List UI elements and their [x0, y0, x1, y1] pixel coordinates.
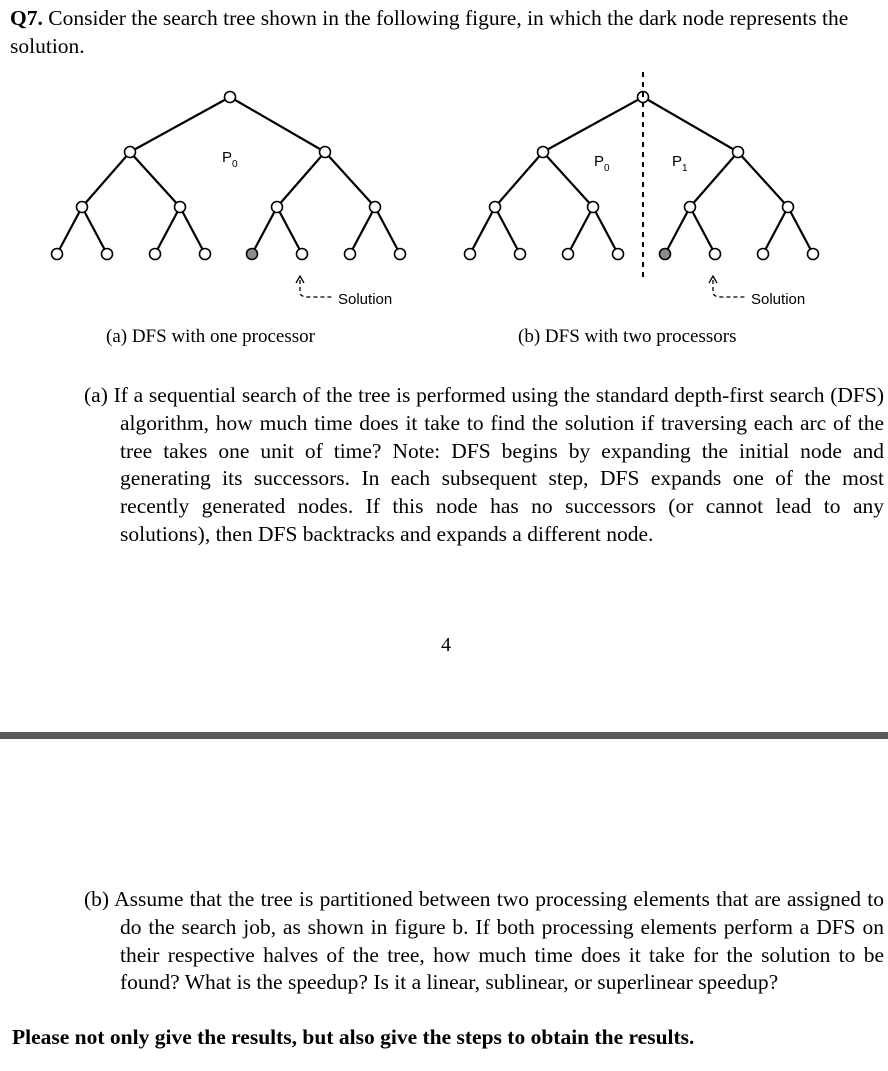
- search-tree-figure: [0, 60, 888, 360]
- solution-label-b: Solution: [751, 291, 806, 308]
- tree-a-node: [345, 249, 356, 260]
- tree-b-node: [685, 202, 696, 213]
- tree-b-node: [783, 202, 794, 213]
- tree-a-node: [320, 147, 331, 158]
- question-text: Consider the search tree shown in the following figure, in which the dark node represents the solution.: [10, 6, 849, 58]
- tree-b-edge: [788, 207, 813, 254]
- tree-a-edge: [277, 207, 302, 254]
- part-a-question: (a) If a sequential search of the tree is performed using the standard depth-first search (DFS) algorithm, how much time does it take to find the solution if traversing each arc of the tree takes one unit of time? Note: DFS begins by expanding the initial node and generating its successors. In each subsequent step, DFS expands one of the most recently generated nodes. If this node has no successors (or cannot lead to any solutions), then DFS backtracks and expands a different node.: [84, 383, 884, 546]
- tree-b-node: [733, 147, 744, 158]
- tree-a: [52, 92, 406, 260]
- tree-a-edge: [130, 152, 180, 207]
- tree-a-node: [102, 249, 113, 260]
- tree-b-node: [613, 249, 624, 260]
- solution-arrow-b: [713, 280, 747, 297]
- tree-b: [465, 92, 819, 260]
- caption-b: (b) DFS with two processors: [518, 326, 737, 347]
- tree-b-edge: [495, 207, 520, 254]
- tree-b-edge: [543, 152, 593, 207]
- part-b-question: (b) Assume that the tree is partitioned between two processing elements that are assigned to do the search job, as shown in figure b. If both processing elements perform a DFS on their respective halves of the tree, how much time does it take for the solution to be found? What is the speedup? Is it a linear, sublinear, or superlinear speedup?: [84, 887, 884, 995]
- tree-a-edge: [375, 207, 400, 254]
- tree-a-edge: [277, 152, 325, 207]
- tree-b-edge: [690, 152, 738, 207]
- tree-a-node: [77, 202, 88, 213]
- tree-a-edge: [130, 97, 230, 152]
- tree-b-edge: [665, 207, 690, 254]
- question-number: Q7.: [10, 6, 43, 30]
- tree-a-node: [52, 249, 63, 260]
- tree-a-node: [125, 147, 136, 158]
- tree-a-node: [150, 249, 161, 260]
- tree-b-node: [538, 147, 549, 158]
- tree-b-node: [490, 202, 501, 213]
- tree-b-edge: [763, 207, 788, 254]
- tree-a-edge: [180, 207, 205, 254]
- tree-a-solution-node: [247, 249, 258, 260]
- tree-a-edge: [82, 152, 130, 207]
- tree-b-node: [515, 249, 526, 260]
- processor-label-a: $P_0$: [222, 149, 238, 170]
- tree-a-node: [225, 92, 236, 103]
- question-prompt: [10, 4, 880, 60]
- processor-label-b-right: $P_1$: [672, 153, 688, 174]
- tree-a-edge: [350, 207, 375, 254]
- tree-b-node: [465, 249, 476, 260]
- tree-b-node: [563, 249, 574, 260]
- answer-instruction: Please not only give the results, but also give the steps to obtain the results.: [12, 1025, 695, 1049]
- tree-b-node: [588, 202, 599, 213]
- tree-a-edge: [325, 152, 375, 207]
- tree-a-node: [395, 249, 406, 260]
- processor-label-b-left: $P_0$: [594, 153, 610, 174]
- tree-b-solution-node: [660, 249, 671, 260]
- tree-a-node: [272, 202, 283, 213]
- tree-a-edge: [230, 97, 325, 152]
- tree-a-edge: [155, 207, 180, 254]
- tree-a-edge: [252, 207, 277, 254]
- page-number: 4: [441, 634, 451, 656]
- tree-a-node: [175, 202, 186, 213]
- tree-b-edge: [643, 97, 738, 152]
- tree-b-edge: [543, 97, 643, 152]
- solution-label-a: Solution: [338, 291, 393, 308]
- tree-b-node: [710, 249, 721, 260]
- tree-b-edge: [568, 207, 593, 254]
- tree-a-node: [200, 249, 211, 260]
- tree-a-node: [370, 202, 381, 213]
- page-break-divider: [0, 732, 888, 739]
- tree-b-node: [808, 249, 819, 260]
- tree-b-node: [758, 249, 769, 260]
- tree-b-edge: [738, 152, 788, 207]
- caption-a: (a) DFS with one processor: [106, 326, 315, 347]
- tree-b-edge: [495, 152, 543, 207]
- solution-arrow-a: [300, 280, 334, 297]
- tree-b-edge: [470, 207, 495, 254]
- tree-b-edge: [690, 207, 715, 254]
- tree-a-edge: [82, 207, 107, 254]
- tree-a-node: [297, 249, 308, 260]
- tree-a-edge: [57, 207, 82, 254]
- tree-b-edge: [593, 207, 618, 254]
